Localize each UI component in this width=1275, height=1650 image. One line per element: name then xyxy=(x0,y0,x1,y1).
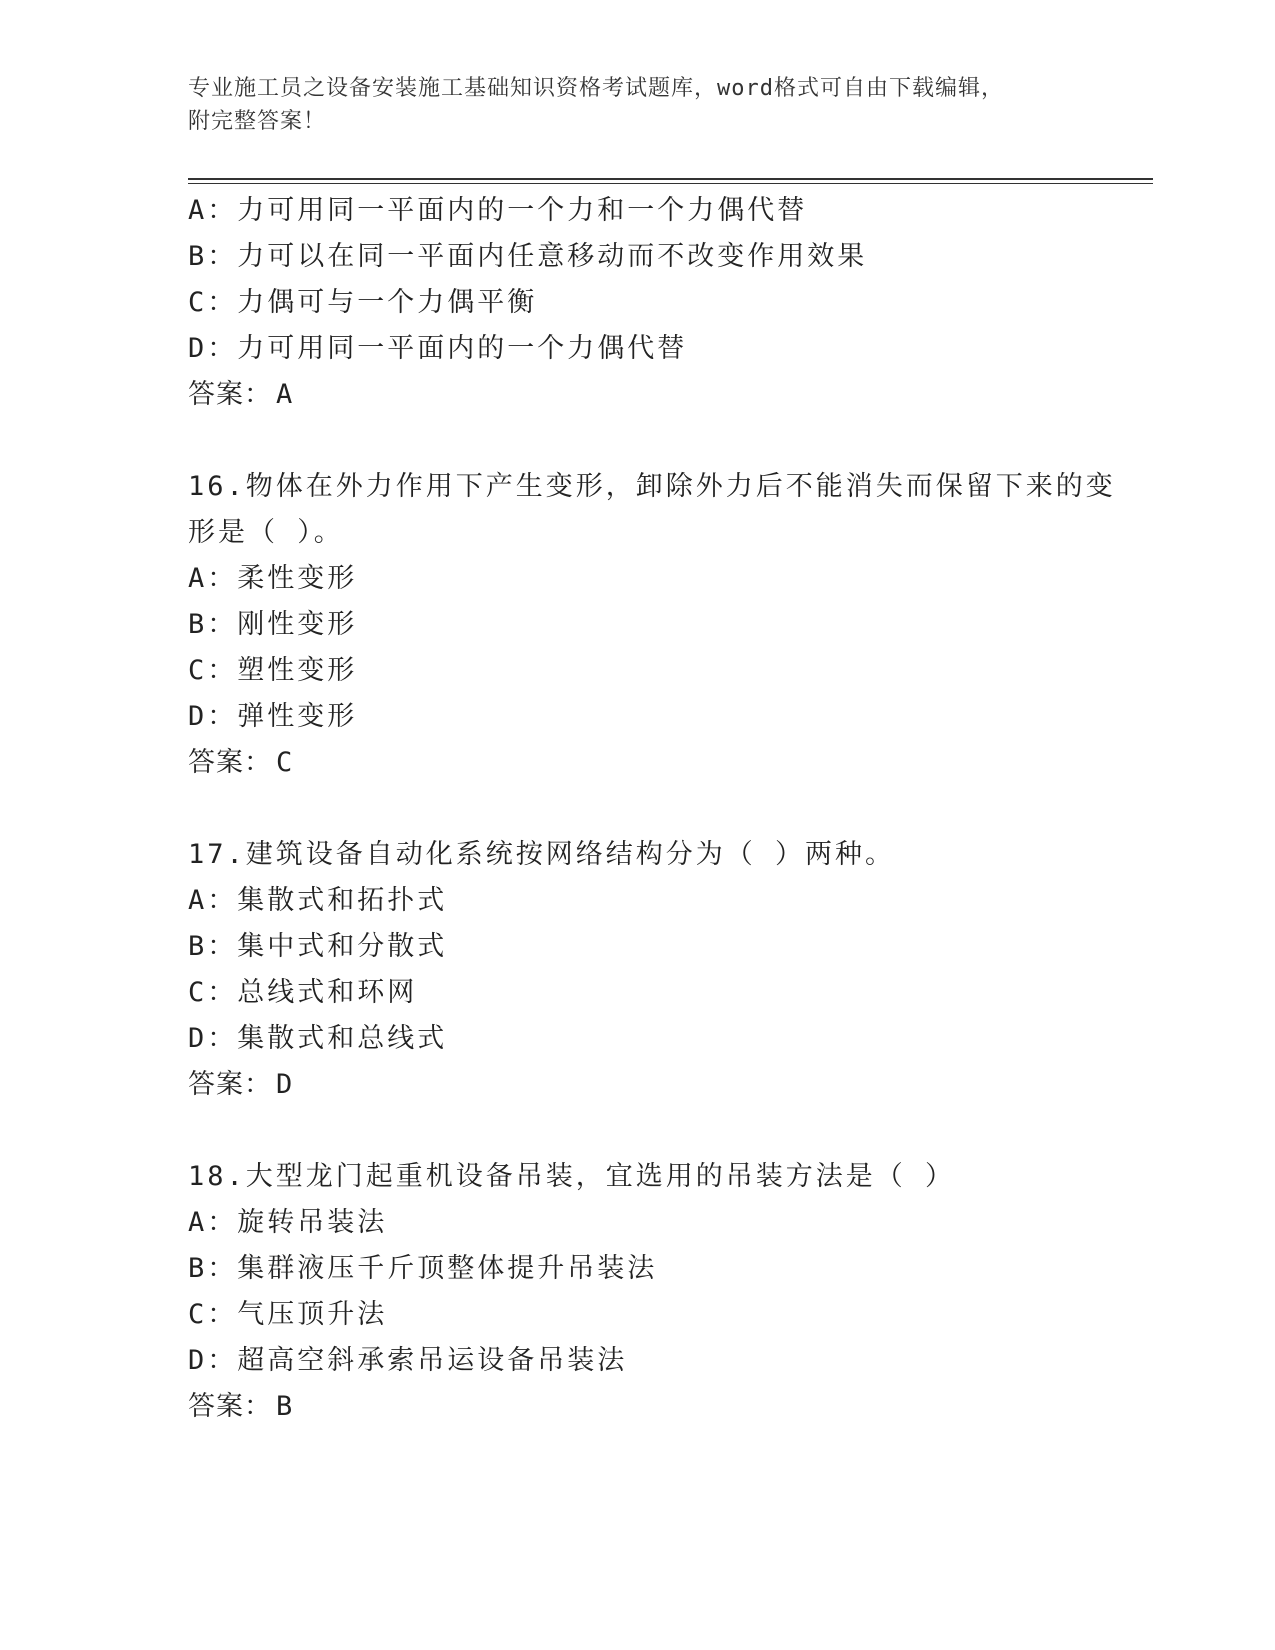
option-d: D：弹性变形 xyxy=(188,701,358,732)
option-b: B：集中式和分散式 xyxy=(188,931,448,962)
answer-value: B xyxy=(276,1391,294,1422)
answer-label: 答案： xyxy=(188,1391,272,1422)
answer-label: 答案： xyxy=(188,747,272,778)
option-b: B：刚性变形 xyxy=(188,609,358,640)
answer-line xyxy=(188,740,1153,786)
question-stem: 17.建筑设备自动化系统按网络结构分为（ ）两种。 xyxy=(188,839,896,870)
question-list xyxy=(188,188,1153,1430)
question-16 xyxy=(188,464,1153,786)
answer-value: C xyxy=(276,747,294,778)
answer-line xyxy=(188,1062,1153,1108)
header-divider-thick xyxy=(188,178,1153,180)
answer-value: D xyxy=(276,1069,294,1100)
option-a: A：力可用同一平面内的一个力和一个力偶代替 xyxy=(188,195,808,226)
header-divider-thin xyxy=(188,183,1153,184)
question-stem: 16.物体在外力作用下产生变形，卸除外力后不能消失而保留下来的变 xyxy=(188,471,1116,502)
option-c: C：总线式和环网 xyxy=(188,977,418,1008)
option-c: C：气压顶升法 xyxy=(188,1299,388,1330)
option-c: C：力偶可与一个力偶平衡 xyxy=(188,287,538,318)
answer-value: A xyxy=(276,379,294,410)
header-title-line-2: 附完整答案！ xyxy=(188,109,327,134)
question-stem-continued: 形是（ ）。 xyxy=(188,517,344,548)
option-b: B：集群液压千斤顶整体提升吊装法 xyxy=(188,1253,658,1284)
document-header xyxy=(188,72,1088,138)
spacer xyxy=(188,418,1153,464)
option-a: A：集散式和拓扑式 xyxy=(188,885,448,916)
option-d: D：超高空斜承索吊运设备吊装法 xyxy=(188,1345,628,1376)
spacer xyxy=(188,786,1153,832)
question-18 xyxy=(188,1154,1153,1430)
answer-label: 答案： xyxy=(188,1069,272,1100)
answer-line xyxy=(188,1384,1153,1430)
spacer xyxy=(188,1108,1153,1154)
option-a: A：柔性变形 xyxy=(188,563,358,594)
answer-label: 答案： xyxy=(188,379,272,410)
option-b: B：力可以在同一平面内任意移动而不改变作用效果 xyxy=(188,241,868,272)
question-15 xyxy=(188,188,1153,418)
option-c: C：塑性变形 xyxy=(188,655,358,686)
question-17 xyxy=(188,832,1153,1108)
option-a: A：旋转吊装法 xyxy=(188,1207,388,1238)
question-stem: 18.大型龙门起重机设备吊装，宜选用的吊装方法是（ ） xyxy=(188,1161,956,1192)
option-d: D：力可用同一平面内的一个力偶代替 xyxy=(188,333,688,364)
answer-line xyxy=(188,372,1153,418)
option-d: D：集散式和总线式 xyxy=(188,1023,448,1054)
header-title-line-1: 专业施工员之设备安装施工基础知识资格考试题库，word格式可自由下载编辑， xyxy=(188,76,1004,101)
